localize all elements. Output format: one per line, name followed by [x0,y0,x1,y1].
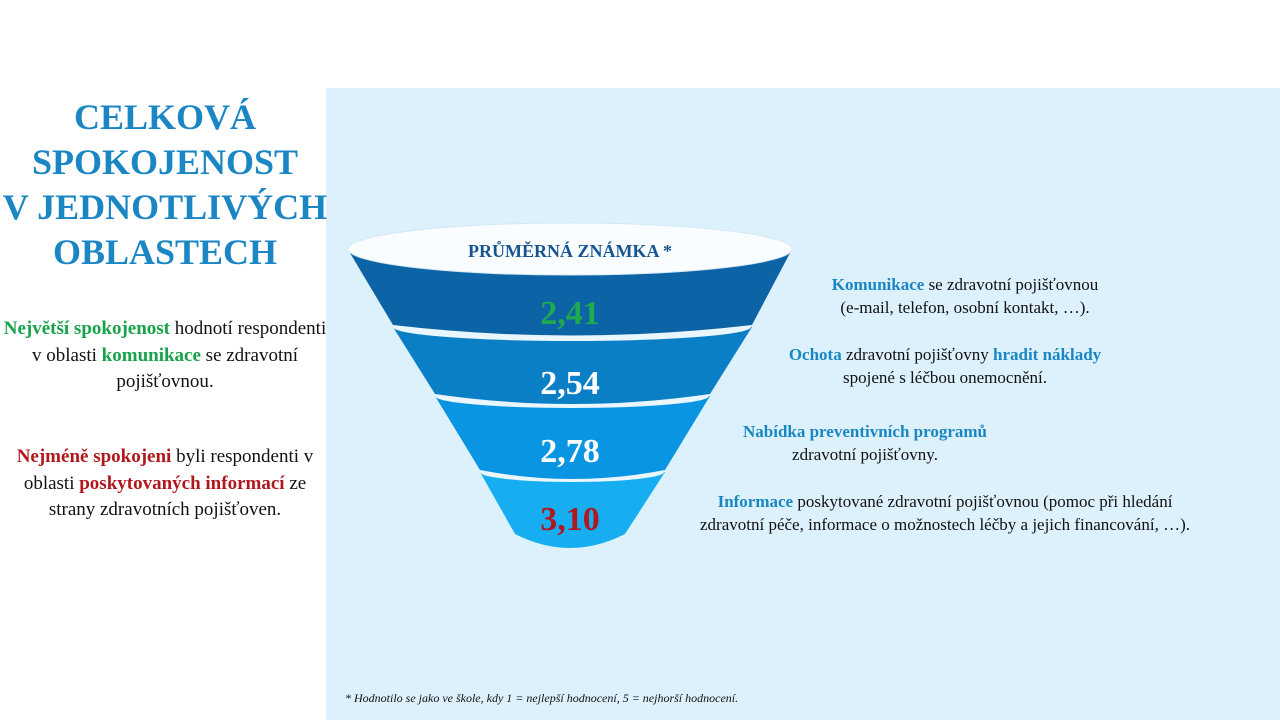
title-line: SPOKOJENOST [31,142,299,182]
description-text: zdravotní péče, informace o možnostech léčby a jejich financování, …). [700,514,1190,534]
description-text: zdravotní pojišťovny. [792,444,938,464]
funnel-header: PRŮMĚRNÁ ZNÁMKA * [468,241,672,261]
highlight-red: Nejméně spokojeni [16,446,172,467]
summary-text: byli respondenti v oblasti [23,446,314,494]
description-keyword: hradit náklady [992,345,1102,364]
title-line: OBLASTECH [52,232,278,272]
summary-text: hodnotí respondenti v oblasti [32,318,327,366]
title-line: CELKOVÁ [73,97,257,137]
description-text: spojené s léčbou onemocnění. [843,367,1047,387]
description-communication [750,274,1180,319]
description-text: (e-mail, telefon, osobní kontakt, …). [840,297,1090,317]
description-keyword: Nabídka preventivních programů [742,422,988,441]
funnel-value-prevention: 2,78 [540,433,600,470]
highlight-green: komunikace [101,344,201,366]
highlight-red: poskytovaných informací [79,472,285,494]
description-willingness [720,344,1170,389]
description-information [640,491,1250,536]
summary-text: ze strany zdravotních pojišťoven. [48,472,307,520]
description-prevention [690,421,1040,466]
funnel-value-communication: 2,41 [540,295,600,332]
description-text: se zdravotní pojišťovnou [924,275,1099,294]
description-keyword: Komunikace [831,275,925,294]
summary-text: se zdravotní pojišťovnou. [116,344,298,392]
description-text: poskytované zdravotní pojišťovnou (pomoc při hledání [793,492,1173,511]
funnel-value-willingness: 2,54 [540,365,600,402]
description-keyword: Informace [717,492,794,511]
title-line: V JEDNOTLIVÝCH [2,187,328,227]
description-keyword: Ochota [788,345,842,364]
funnel-value-information: 3,10 [540,501,600,538]
description-text: zdravotní pojišťovny [841,345,993,364]
highlight-green: Největší spokojenost [3,318,171,339]
footnote: * Hodnotilo se jako ve škole, kdy 1 = nejlepší hodnocení, 5 = nejhorší hodnocení. [345,691,739,705]
